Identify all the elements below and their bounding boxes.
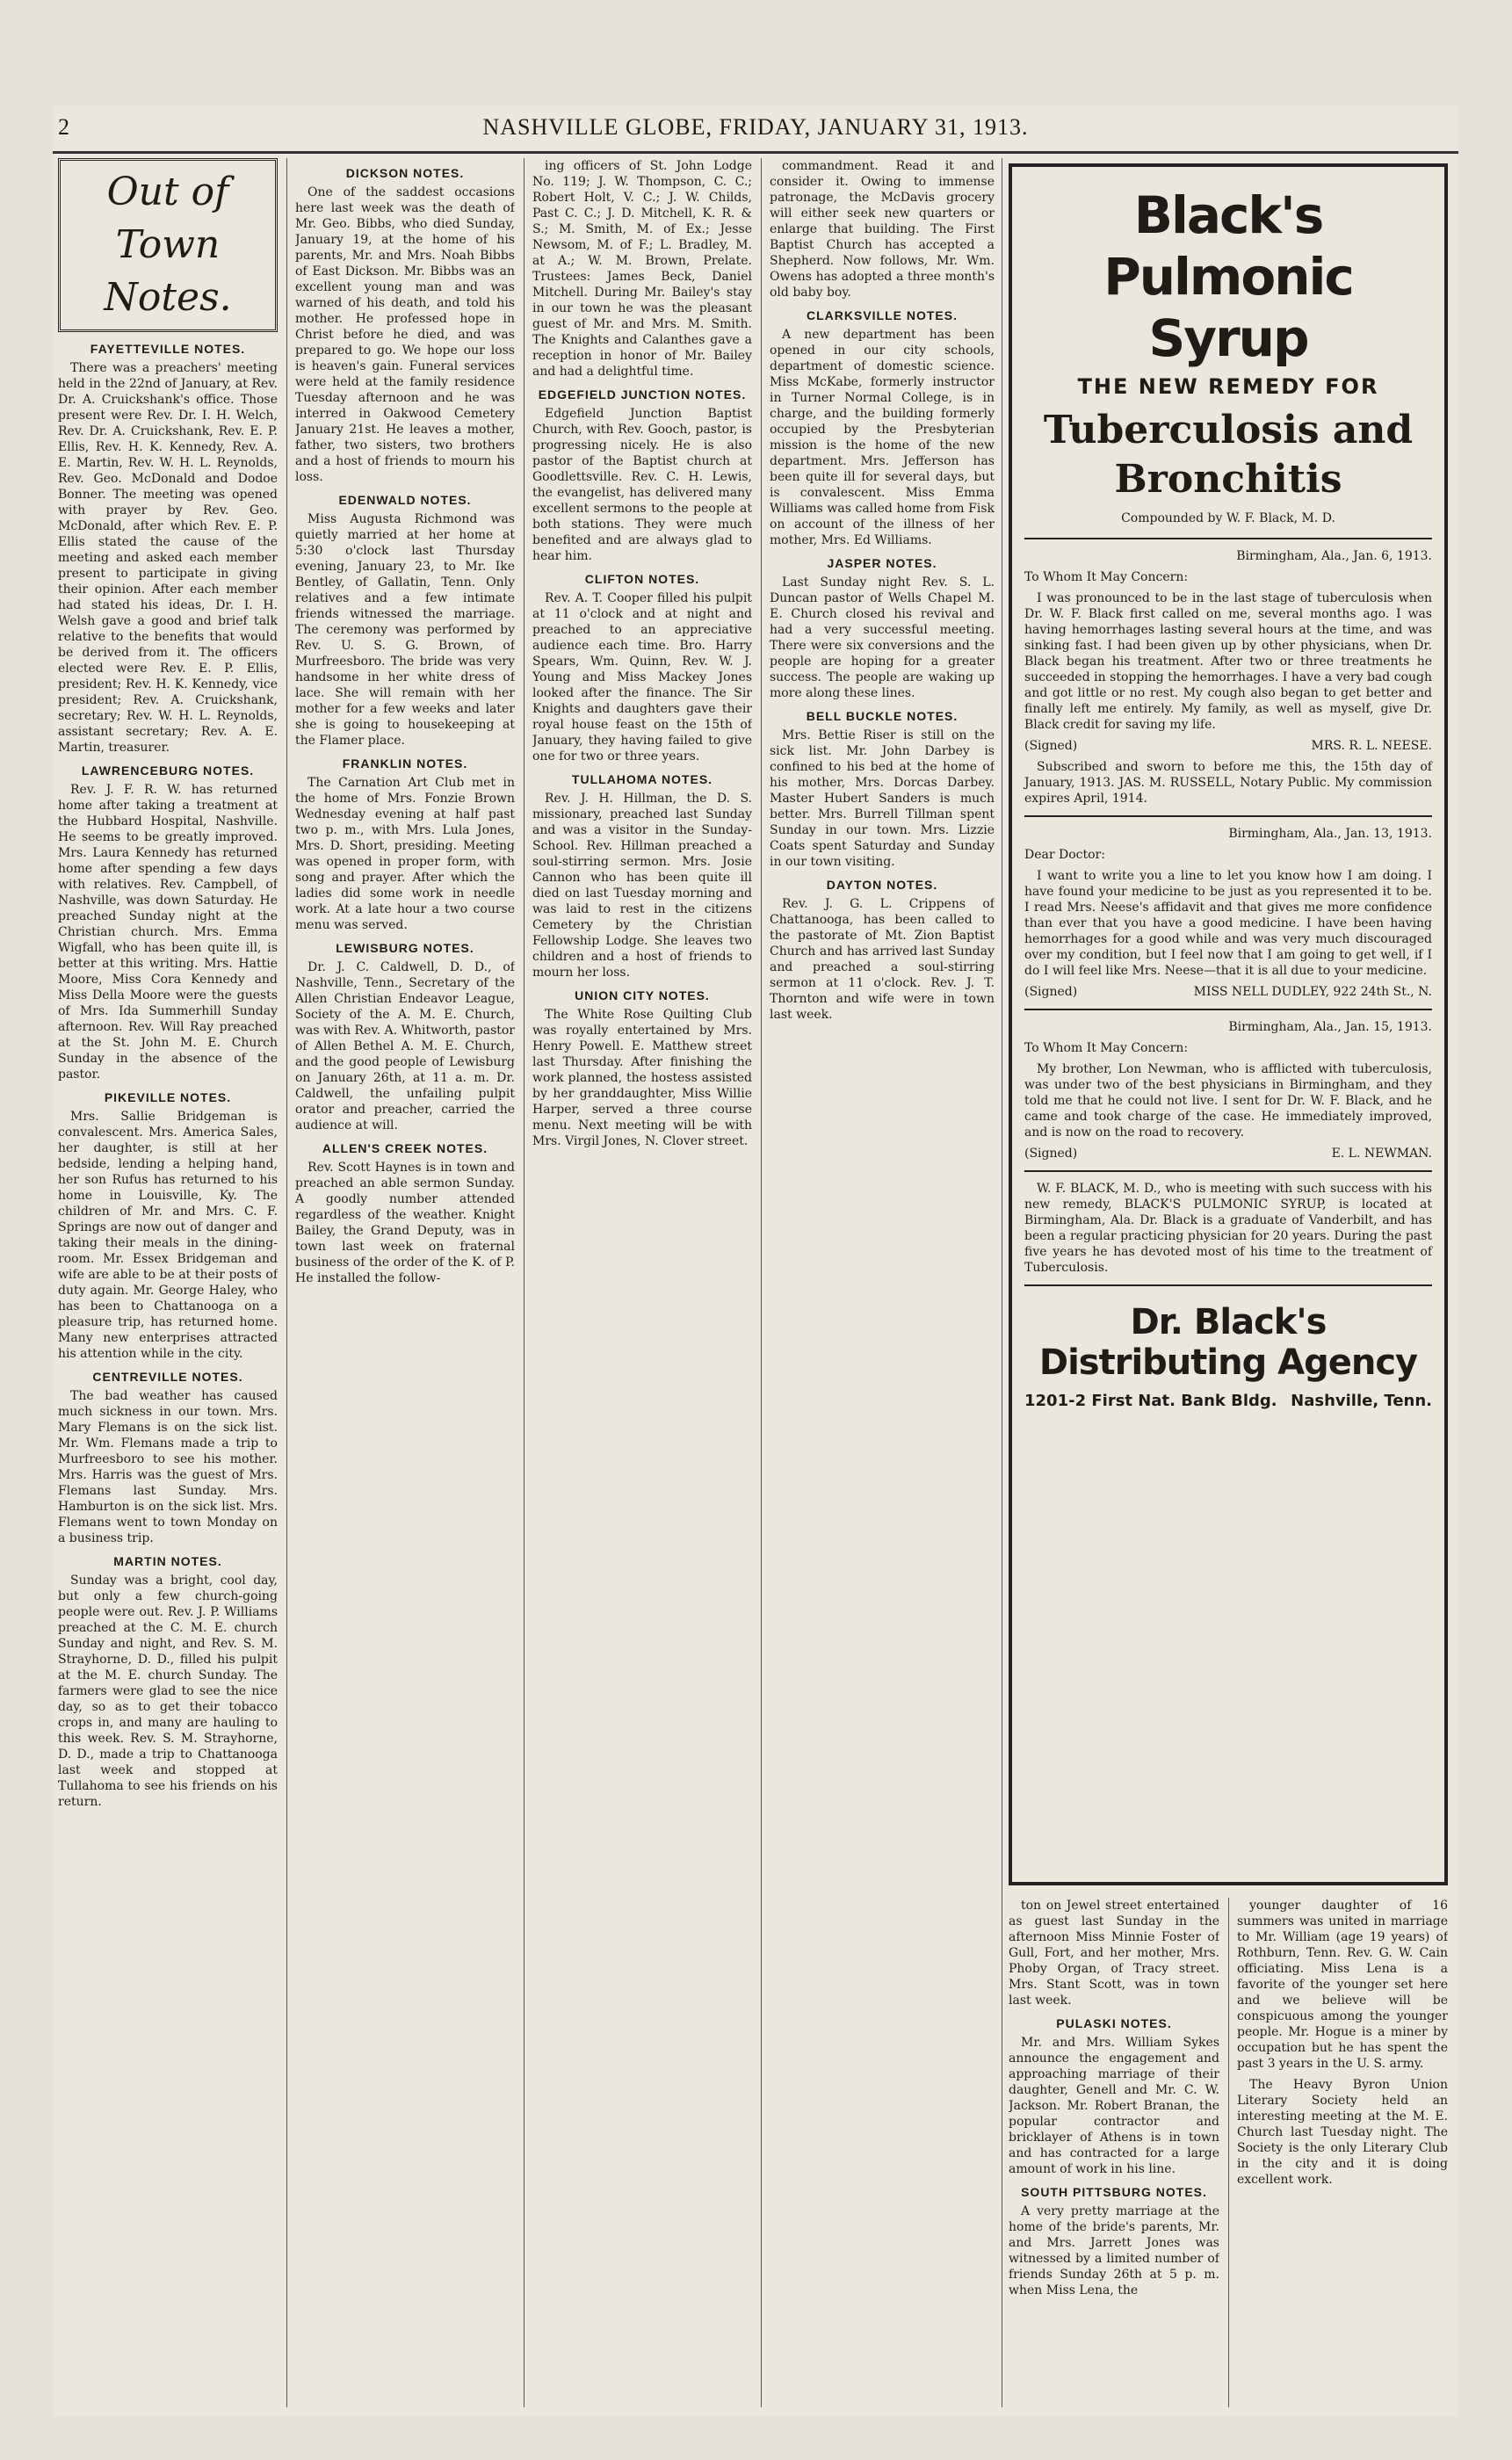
- columns: [53, 158, 1458, 2407]
- article-heading: EDGEFIELD JUNCTION NOTES.: [538, 387, 747, 402]
- lower-column-b: [1237, 1898, 1448, 2407]
- article-heading: LAWRENCEBURG NOTES.: [81, 763, 255, 778]
- section-title-box: [58, 158, 278, 332]
- agency-name: Dr. Black's Distributing Agency: [1038, 1302, 1418, 1383]
- article-body: There was a preachers' meeting held in the 22nd of January, at Rev. Dr. A. Cruickshank's office. Those present were Rev. Dr. I. H. Welch, Rev. Dr. A. Cruickshank, Rev. E. P. Ellis, Rev. H. K. Kennedy, Rev. A. E. Martin, Rev. W. H. L. Reynolds, Rev. Geo. McDonald and Dodoe Bonner. The meeting was opened with prayer by Rev. Geo. McDonald, after which Rev. E. P. Ellis stated the cause of the meeting and asked each member present to participate in giving their opinion. After each member had stated his ideas, Dr. I. H. Welsh gave a good and brief talk relative to the benefits that would be derived from it. The officers elected were Rev. E. P. Ellis, president; Rev. H. K. Kennedy, vice president; Rev. A. Cruickshank, secretary; Rev. W. H. L. Reynolds, assistant secretary; Rev. A. E. Martin, treasurer.: [58, 361, 278, 755]
- article-body: A new department has been opened in our city schools, department of domestic science. Miss McKabe, formerly instructor in Turner Normal College, is in charge, and the building formerly occupied by the Presbyterian mission is the home of the new department. Mrs. Jefferson has been quite ill for several days, but is convalescent. Miss Emma Williams was called home from Fisk on account of the illness of her mother, Mrs. Ed Williams.: [770, 328, 995, 547]
- column-divider: [761, 158, 762, 2407]
- signer-name: MISS NELL DUDLEY, 922 24th St., N.: [1193, 985, 1432, 999]
- ad-divider: [1024, 1284, 1432, 1286]
- article-heading: PIKEVILLE NOTES.: [104, 1090, 232, 1104]
- article-heading: CLIFTON NOTES.: [584, 572, 700, 586]
- column-divider: [286, 158, 287, 2407]
- letter-3-body: My brother, Lon Newman, who is afflicted with tuberculosis, was under two of the best physicians in Birmingham, and they told me that he could not live. I sent for Dr. W. F. Black, and he came and took charge of the case. He immediately improved, and is now on the road to recovery.: [1024, 1062, 1432, 1140]
- ad-closing: W. F. BLACK, M. D., who is meeting with such success with his new remedy, BLACK'S PULMONIC SYRUP, is located at Birmingham, Ala. Dr. Black is a graduate of Vanderbilt, and has been a regular practicing physician for 20 years. During the past five years he has devoted most of his time to the treatment of Tuberculosis.: [1024, 1182, 1432, 1275]
- article-body: Rev. A. T. Cooper filled his pulpit at 11 o'clock and at night and preached to an appreciative audience each time. Bro. Harry Spears, Wm. Quinn, Rev. W. J. Young and Miss Mackey Jones looked after the finance. The Sir Knights and daughters gave their royal house feast on the 15th of January, they having failed to give one for two or three years.: [532, 591, 752, 763]
- column-4: [770, 158, 995, 2407]
- agency-city: Nashville, Tenn.: [1291, 1392, 1432, 1410]
- ad-divider: [1024, 1170, 1432, 1172]
- article-body: Rev. J. H. Hillman, the D. S. missionary, preached last Sunday and was a visitor in the Sunday-School. Rev. Hillman preached a soul-stirring sermon. Mrs. Josie Cannon who has been quite ill died on last Tuesday morning and was laid to rest in the citizens Cemetery by the Christian Fellowship Lodge. She leaves two children and a host of friends to mourn her loss.: [532, 792, 752, 980]
- signer-name: MRS. R. L. NEESE.: [1311, 739, 1432, 753]
- article-body: The White Rose Quilting Club was royally entertained by Mrs. Henry Powell. E. Matthew street last Thursday. After finishing the work planned, the hostess assisted by her granddaughter, Miss Willie Harper, served a three course menu. Next meeting will be with Mrs. Virgil Jones, N. Clover street.: [532, 1008, 752, 1148]
- col1-articles: [58, 341, 278, 1810]
- letter-2-salutation: Dear Doctor:: [1024, 848, 1105, 862]
- signer-name: E. L. NEWMAN.: [1331, 1147, 1432, 1161]
- article-heading: TULLAHOMA NOTES.: [571, 772, 713, 786]
- article-heading: SOUTH PITTSBURG NOTES.: [1021, 2185, 1207, 2199]
- article-heading: CLARKSVILLE NOTES.: [806, 308, 958, 322]
- column-divider: [1228, 1898, 1229, 2407]
- article-body: One of the saddest occasions here last week was the death of Mr. Geo. Bibbs, who died Sunday, January 19, at the home of his parents, Mr. and Mrs. Noah Bibbs of East Dickson. Mr. Bibbs was an excellent young man and was warned of his death, and told his mother. He professed hope in Christ before he died, and was prepared to go. We hope our loss is heaven's gain. Funeral services were held at the family residence Tuesday afternoon and he was interred in Oakwood Cemetery January 21st. He leaves a mother, father, two sisters, two brothers and a host of friends to mourn his loss.: [295, 185, 515, 484]
- column-2: [295, 158, 515, 2407]
- signed-label: (Signed): [1024, 1147, 1078, 1161]
- newspaper-page: [53, 105, 1458, 2416]
- column-3: [532, 158, 752, 2407]
- section-title: Out of Town Notes.: [104, 170, 232, 320]
- article-body: Rev. Scott Haynes is in town and preached an able sermon Sunday. A goodly number attended regardless of the weather. Knight Bailey, the Grand Deputy, was in town last week on fraternal business of the order of the K. of P. He installed the follow-: [295, 1161, 515, 1285]
- article-heading: ALLEN'S CREEK NOTES.: [322, 1141, 488, 1155]
- article-body: The Heavy Byron Union Literary Society held an interesting meeting at the M. E. Church last Tuesday night. The Society is the only Literary Club in the city and it is doing excellent work.: [1237, 2078, 1448, 2187]
- lower-column-a: [1009, 1898, 1219, 2407]
- ad-divider: [1024, 1009, 1432, 1010]
- ad-compounded: Compounded by W. F. Black, M. D.: [1121, 511, 1335, 525]
- article-heading: CENTREVILLE NOTES.: [92, 1370, 243, 1384]
- agency-address-row: [1024, 1392, 1432, 1410]
- article-body: Mrs. Sallie Bridgeman is convalescent. Mrs. America Sales, her daughter, is still at her bedside, lending a helping hand, her son Rufus has returned to his home in Louisville, Ky. The children of Mr. and Mrs. C. F. Springs are now out of danger and taking their meals in the dining-room. Mr. Essex Bridgeman and wife are able to be at their posts of duty again. Mr. George Haley, who has been to Chattanooga on a pleasure trip, has returned home. Many new enterprises attracted his attention while in the city.: [58, 1110, 278, 1361]
- article-body: Rev. J. G. L. Crippens of Chattanooga, has been called to the pastorate of Mt. Zion Baptist Church and has arrived last Sunday and preached a soul-stirring sermon at 11 o'clock. Rev. J. T. Thornton and wife were in town last week.: [770, 897, 995, 1022]
- article-body: Last Sunday night Rev. S. L. Duncan pastor of Wells Chapel M. E. Church closed his revival and had a very successful meeting. There were six conversions and the people are hoping for a greater success. The people are waking up more along these lines.: [770, 575, 995, 700]
- ad-divider: [1024, 815, 1432, 817]
- article-body: Sunday was a bright, cool day, but only a few church-going people were out. Rev. J. P. Williams preached at the C. M. E. church Sunday and night, and Rev. S. M. Strayhorne, D. D., filled his pulpit at the M. E. church Sunday. The farmers were glad to see the nice day, so as to get their tobacco crops in, and many are hauling to this week. Rev. S. M. Strayhorne, D. D., made a trip to Chattanooga last week and stopped at Tullahoma to see his friends on his return.: [58, 1574, 278, 1809]
- letter-2-signature: [1024, 984, 1432, 1000]
- article-body: Dr. J. C. Caldwell, D. D., of Nashville, Tenn., Secretary of the Allen Christian Endeavor League, Society of the A. M. E. Church, was with Rev. A. Whitworth, pastor of Allen Bethel A. M. E. Church, and the good people of Lewisburg on January 26th, at 11 a. m. Dr. Caldwell, the unfailing pulpit orator and preacher, carried the audience at will.: [295, 960, 515, 1132]
- signed-label: (Signed): [1024, 985, 1078, 999]
- notary-statement: Subscribed and sworn to before me this, the 15th day of January, 1913. JAS. M. RUSSELL, Notary Public. My commission expires April, 1914.: [1024, 760, 1432, 806]
- ad-title: Black's Pulmonic Syrup: [1103, 185, 1353, 368]
- ad-divider: [1024, 538, 1432, 539]
- article-heading: FAYETTEVILLE NOTES.: [90, 342, 246, 356]
- letter-3-signature: [1024, 1146, 1432, 1161]
- article-body: commandment. Read it and consider it. Owing to immense patronage, the McDavis grocery will either seek new quarters or enlarge that building. The First Baptist Church has accepted a Shepherd. Now follows, Mr. Wm. Owens has adopted a three month's old baby boy.: [770, 159, 995, 300]
- letter-2-date: Birmingham, Ala., Jan. 13, 1913.: [1228, 827, 1432, 841]
- ad-headline: Tuberculosis and Bronchitis: [1043, 408, 1414, 502]
- article-body: The Carnation Art Club met in the home of Mrs. Fonzie Brown Wednesday evening at half past two p. m., with Mrs. Lula Jones, Mrs. D. Short, presiding. Meeting was opened in proper form, with song and prayer. After which the ladies did some work in needle work. At a late hour a two course menu was served.: [295, 776, 515, 932]
- article-body: ing officers of St. John Lodge No. 119; J. W. Thompson, C. C.; Robert Holt, V. C.; J. W. Childs, Past C. C.; J. D. Mitchell, K. R. & S.; M. Smith, M. of Ex.; Jesse Newsom, M. of F.; L. Bradley, M. at A.; W. M. Brown, Prelate. Trustees: James Beck, Daniel Mitchell. During Mr. Bailey's stay in our town he was the pleasant guest of Mr. and Mrs. M. Smith. The Knights and Calanthes gave a reception in honor of Mr. Bailey and had a delightful time.: [532, 159, 752, 379]
- article-body: Mr. and Mrs. William Sykes announce the engagement and approaching marriage of their daughter, Genell and Mr. C. W. Jackson. Mr. Robert Branan, the popular contractor and bricklayer of Athens is in town and has contracted for a large amount of work in his line.: [1009, 2036, 1219, 2176]
- article-heading: JASPER NOTES.: [827, 556, 937, 570]
- article-heading: EDENWALD NOTES.: [338, 493, 472, 507]
- article-body: ton on Jewel street entertained as guest last Sunday in the afternoon Miss Minnie Foster of Gull, Fort, and her mother, Mrs. Phoby Organ, of Tracy street. Mrs. Stant Scott, was in town last week.: [1009, 1899, 1219, 2008]
- article-heading: FRANKLIN NOTES.: [342, 756, 468, 771]
- article-heading: UNION CITY NOTES.: [575, 988, 710, 1002]
- article-heading: DICKSON NOTES.: [345, 166, 465, 180]
- article-heading: MARTIN NOTES.: [113, 1554, 222, 1568]
- letter-3-salutation: To Whom It May Concern:: [1024, 1041, 1189, 1055]
- letter-1-signature: [1024, 738, 1432, 754]
- signed-label: (Signed): [1024, 739, 1078, 753]
- ad-subtitle: THE NEW REMEDY FOR: [1077, 374, 1379, 399]
- article-body: younger daughter of 16 summers was united in marriage to Mr. William (age 19 years) of Rothburn, Tenn. Rev. G. W. Cain officiating. Miss Lena is a favorite of the younger set here and we believe will be conspicuous among the younger people. Mr. Hogue is a miner by occupation but he has spent the past 3 years in the U. S. army.: [1237, 1899, 1448, 2071]
- masthead: NASHVILLE GLOBE, FRIDAY, JANUARY 31, 1913.: [482, 114, 1029, 140]
- article-body: The bad weather has caused much sickness in our town. Mrs. Mary Flemans is on the sick list. Mr. Wm. Flemans made a trip to Murfreesboro to see his mother. Mrs. Harris was the guest of Mrs. Flemans last Sunday. Mrs. Hamburton is on the sick list. Mrs. Flemans went to town Monday on a business trip.: [58, 1389, 278, 1545]
- article-body: Mrs. Bettie Riser is still on the sick list. Mr. John Darbey is confined to his bed at the home of his mother, Mrs. Dorcas Darbey. Master Hubert Sanders is much better. Mrs. Burrell Tillman spent Sunday in our town. Mrs. Lizzie Coats spent Saturday and Sunday in our town visiting.: [770, 728, 995, 869]
- article-body: Rev. J. F. R. W. has returned home after taking a treatment at the Hubbard Hospital, Nashville. He seems to be greatly improved. Mrs. Laura Kennedy has returned home after spending a few days with relatives. Rev. Campbell, of Nashville, was down Saturday. He preached Sunday night at the Christian church. Mrs. Emma Wigfall, who has been quite ill, is better at this writing. Mrs. Hattie Moore, Miss Cora Kennedy and Miss Della Moore were the guests of Mrs. Ida Summerhill Sunday afternoon. Rev. Will Ray preached at the St. John M. E. Church Sunday in the absence of the pastor.: [58, 783, 278, 1082]
- letter-3-date: Birmingham, Ala., Jan. 15, 1913.: [1228, 1020, 1432, 1034]
- article-body: A very pretty marriage at the home of the bride's parents, Mr. and Mrs. Jarrett Jones was witnessed by a limited number of friends Sunday 26th at 5 p. m. when Miss Lena, the: [1009, 2204, 1219, 2297]
- article-heading: LEWISBURG NOTES.: [336, 941, 474, 955]
- letter-1-salutation: To Whom It May Concern:: [1024, 570, 1189, 584]
- article-body: Edgefield Junction Baptist Church, with Rev. Gooch, pastor, is progressing nicely. He is also pastor of the Baptist church at Goodlettsville. Rev. C. H. Lewis, the evangelist, has delivered many excellent sermons to the people at both stations. They were much benefited and are always glad to hear him.: [532, 407, 752, 563]
- page-number: 2: [58, 114, 69, 140]
- letter-2-body: I want to write you a line to let you know how I am doing. I have found your medicine to be just as you represented it to be. I read Mrs. Neese's affidavit and that gives me more confidence than ever that you have a good medicine. I have been having hemorrhages for a good while and was very much discouraged over my condition, but I feel now that I am going to get well, if I do I will feel like Mrs. Neese—that it is all due to your medicine.: [1024, 869, 1432, 978]
- article-body: Miss Augusta Richmond was quietly married at her home at 5:30 o'clock last Thursday evening, January 23, to Mr. Ike Bentley, of Gallatin, Tenn. Only relatives and a few intimate friends witnessed the marriage. The ceremony was performed by Rev. U. S. G. Brown, of Murfreesboro. The bride was very handsome in her white dress of lace. She will remain with her mother for a few weeks and later she is going to housekeeping at the Flamer place.: [295, 512, 515, 748]
- agency-address: 1201-2 First Nat. Bank Bldg.: [1024, 1392, 1277, 1410]
- masthead-rule: [53, 151, 1458, 154]
- pulmonic-syrup-advertisement: [1009, 163, 1448, 1885]
- letter-1-body: I was pronounced to be in the last stage of tuberculosis when Dr. W. F. Black first called on me, several months ago. I was having hemorrhages lasting several hours at the time, and was sinking fast. I had been given up by other physicians, when Dr. Black began his treatment. After two or three treatments he succeeded in stopping the hemorrhages. I have a very bad cough and got little or no rest. My cough also began to get better and finally left me entirely. My family, as well as myself, give Dr. Black credit for saving my life.: [1024, 591, 1432, 732]
- column-1: [58, 158, 278, 2407]
- article-heading: DAYTON NOTES.: [826, 878, 938, 892]
- letter-1-date: Birmingham, Ala., Jan. 6, 1913.: [1236, 549, 1432, 563]
- article-heading: BELL BUCKLE NOTES.: [806, 709, 959, 723]
- article-heading: PULASKI NOTES.: [1056, 2016, 1172, 2030]
